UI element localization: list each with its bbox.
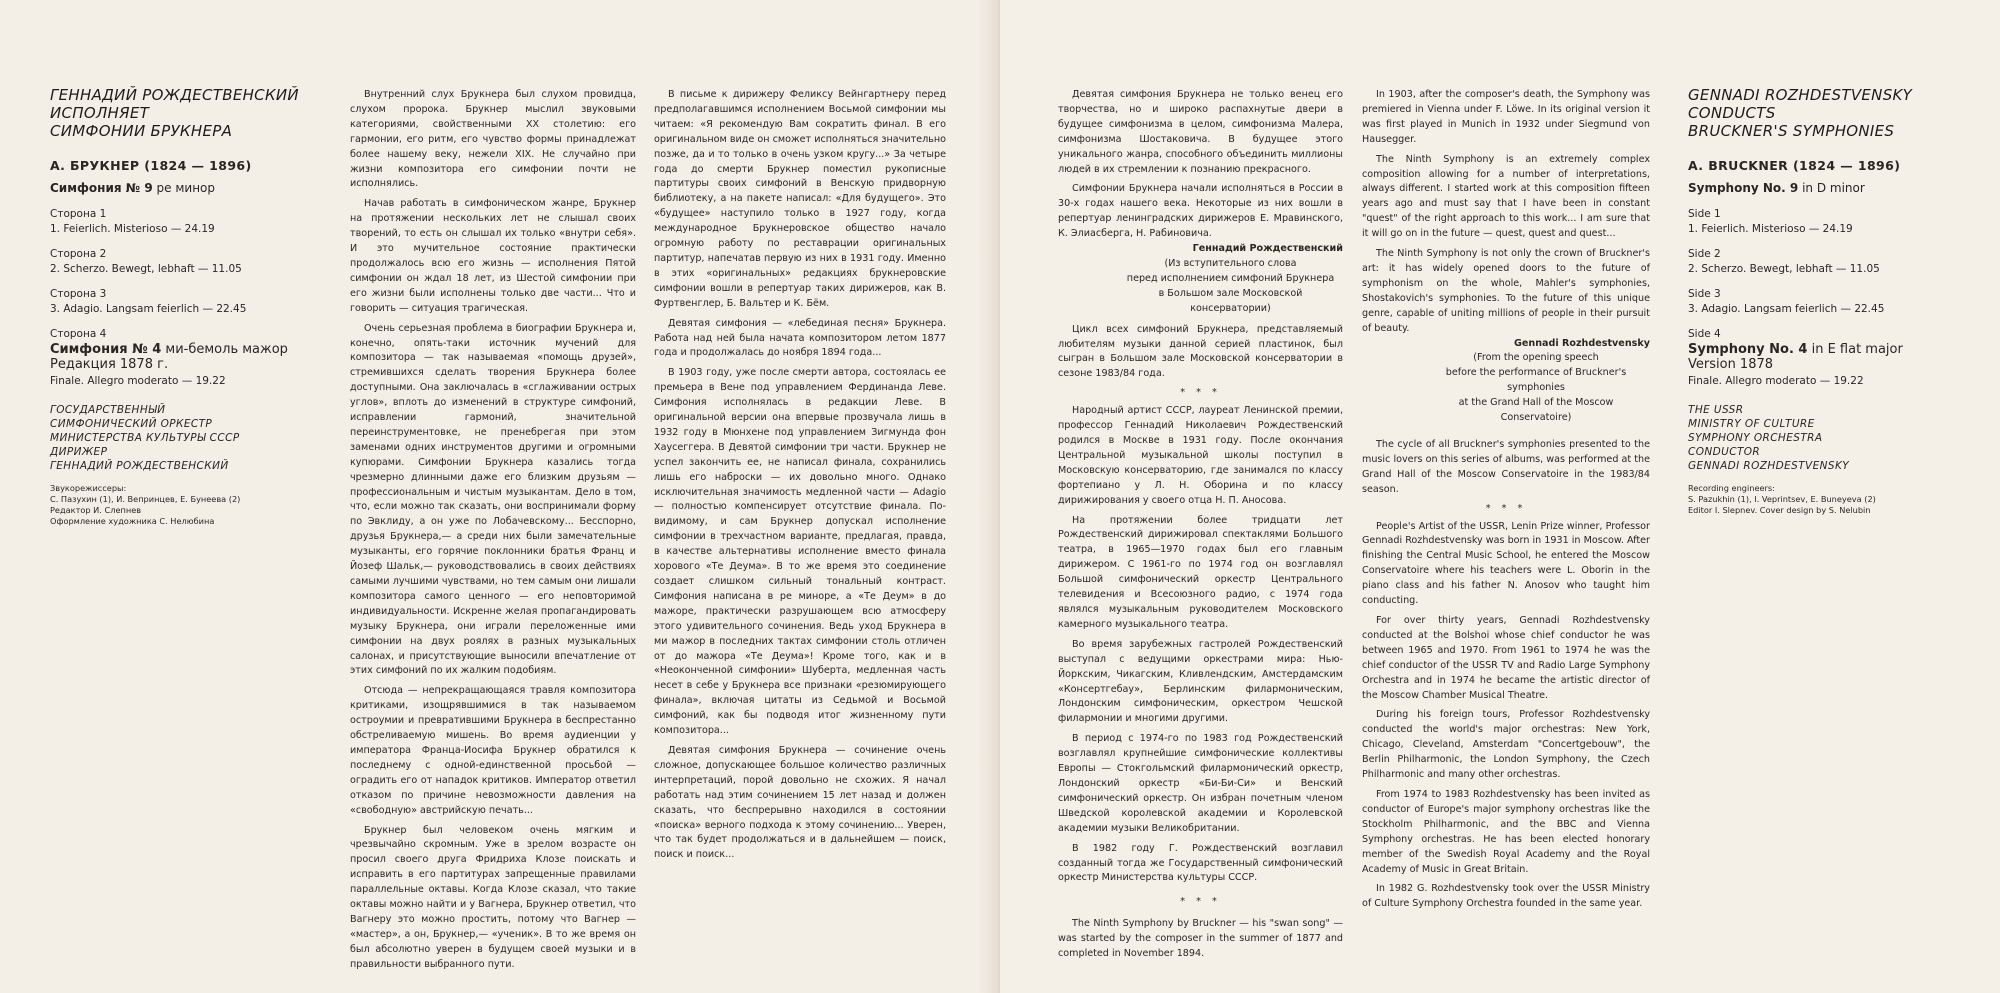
en-sym9-title: Symphony No. 9 <box>1688 181 1799 195</box>
en-credit-line: Editor I. Slepnev. Cover design by S. Nelubin <box>1688 505 1871 515</box>
en-essay-column <box>1362 88 1650 917</box>
ru-track: Finale. Allegro moderato — 19.22 <box>50 375 226 387</box>
en-credit-line: Recording engineers: <box>1688 483 1775 493</box>
ru-side-label: Сторона 4 <box>50 328 107 340</box>
en-signature-note <box>1362 351 1650 426</box>
en-side-label: Side 3 <box>1688 288 1721 300</box>
ru-essay-column-1 <box>350 88 636 978</box>
en-orchestra-line: THE USSR <box>1688 404 1744 416</box>
ru-orchestra-line: ГЕННАДИЙ РОЖДЕСТВЕНСКИЙ <box>50 460 229 472</box>
en-orchestra-line: CONDUCTOR <box>1688 446 1761 458</box>
ru-sym9-title: Симфония № 9 <box>50 181 153 195</box>
right-page <box>1000 0 2000 993</box>
ru-signature-note <box>1058 257 1343 317</box>
ru-program-column <box>50 86 315 527</box>
left-page <box>0 0 990 993</box>
ru-side-label: Сторона 1 <box>50 208 107 220</box>
en-orchestra <box>1688 403 1978 473</box>
ru-sym9-key: ре минор <box>152 181 216 195</box>
en-track: Finale. Allegro moderato — 19.22 <box>1688 375 1864 387</box>
bio-paragraph: В 1982 году Г. Рождественский возглавил созданный тогда же Государственный симфонический оркестр Министерства культуры СССР. <box>1058 842 1343 884</box>
en-essay-paragraph: The cycle of all Bruckner's symphonies presented to the music lovers on this series of albums, was performed at the Grand Hall of the Moscow Conservatoire in the 1983/84 season. <box>1362 438 1650 495</box>
essay-paragraph: Девятая симфония Брукнера не только венец его творчества, но и широко распахнутые двери в будущее симфонизма в целом, симфонизма Малера, симфонизма Шостаковича. В будущее этого уникального жанра, способного объединить миллионы людей в их стремлении к познанию прекрасного. <box>1058 89 1343 175</box>
en-essay-paragraph: The Ninth Symphony by Bruckner — his "swan song" — was started by the composer in the summer of 1877 and completed in November 1894. <box>1058 918 1343 960</box>
en-symphony-4 <box>1688 342 1978 357</box>
en-sym4-title: Symphony No. 4 <box>1688 342 1808 357</box>
en-bio-paragraph: People's Artist of the USSR, Lenin Prize winner, Professor Gennadi Rozhdestvensky was born in 1931 in Moscow. After finishing the Central Music School, he entered the Moscow Conservatoire where his teachers were L. Oborin in the piano class and his father N. Anosov who taught him conducting. <box>1362 520 1650 607</box>
en-album-title <box>1688 86 1978 140</box>
en-orchestra-line: MINISTRY OF CULTURE <box>1688 418 1815 430</box>
section-divider: * * * <box>1180 387 1221 399</box>
essay-paragraph: Цикл всех симфоний Брукнера, представляемый любителям музыки данной серией пластинок, был сыгран в Большом зале Московской консерватории в сезоне 1983/84 года. <box>1058 323 1343 380</box>
en-credit-line: S. Pazukhin (1), I. Veprintsev, E. Buneyeva (2) <box>1688 494 1876 504</box>
en-side-list <box>1688 207 1978 342</box>
ru-orchestra-line: ДИРИЖЕР <box>50 446 108 458</box>
ru-side-label: Сторона 2 <box>50 248 107 260</box>
ru-signature-note-line: (Из вступительного слова <box>1164 257 1297 269</box>
en-symphony-9 <box>1688 181 1978 195</box>
ru-signature-note-line: в Большом зале Московской консерватории) <box>1158 287 1303 314</box>
en-orchestra-line: GENNADI ROZHDESTVENSKY <box>1688 460 1850 472</box>
en-essay-paragraph: The Ninth Symphony is not only the crown of Bruckner's art: it has widely opened doors to the future of symphonism on the whole, Mahler's symphonies, Shostakovich's symphonies. To the future of this unique genre, capable of uniting millions of people in their pursuit of beauty. <box>1362 248 1650 334</box>
en-program-column <box>1688 86 1978 516</box>
essay-paragraph: Брукнер был человеком очень мягким и чрезвычайно скромным. Уже в зрелом возрасте он просил своего друга Фридриха Клозе поискать и исправить в его партитурах запрещенные правилами параллельные октавы. Когда Клозе сказал, что такие октавы можно найти и у Вагнера, Брукнер ответил, что Вагнеру это можно простить, потому что Вагнер — «мастер», а он, Брукнер,— «ученик». В то же время он был абсолютно уверен в будущем своей музыки и в правильности выбранного пути. <box>350 824 636 970</box>
essay-paragraph: Внутренний слух Брукнера был слухом провидца, слухом пророка. Брукнер мыслил звуковыми категориями, свойственными XX столетию: его гармонии, его ритм, его чувство формы принадлежат более нашему веку, нежели XIX. Не случайно при жизни композитора его симфонии почти не исполнялись. <box>350 89 636 190</box>
ru-title-line: ГЕННАДИЙ РОЖДЕСТВЕНСКИЙ <box>50 86 299 104</box>
essay-paragraph: В письме к дирижеру Феликсу Вейнгартнеру перед предполагавшимся исполнением Восьмой симфонии мы читаем: «Я рекомендую Вам сократить финал. В его оригинальном виде он сможет исполняться значительно позже, да и то только в очень узком кругу...» За четыре года до смерти Брукнер поместил рукописные партитуры своих симфоний в Венскую придворную библиотеку, а на пакете написал: «Для будущего». Это «будущее» наступило только в 1927 году, когда международное Брукнеровское общество начало огромную работу по реставрации оригинальных партитур, напечатав первую из них в 1931 году. Именно в этих «оригинальных» редакциях брукнеровские симфонии вошли в репертуар таких дирижеров, как В. Фуртвенглер, Б. Вальтер и К. Бём. <box>654 89 946 309</box>
en-essay-paragraph: In 1903, after the composer's death, the Symphony was premiered in Vienna under F. Löwe. In its original version it was first played in Munich in 1932 under Siegmund von Hausegger. <box>1362 89 1650 145</box>
en-side-label: Side 2 <box>1688 248 1721 260</box>
ru-credit-line: Звукорежиссеры: <box>50 483 127 493</box>
ru-side-list <box>50 207 315 342</box>
en-credits <box>1688 483 1978 516</box>
en-bio-paragraph: In 1982 G. Rozhdestvensky took over the USSR Ministry of Culture Symphony Orchestra founded in the same year. <box>1362 883 1650 910</box>
ru-essay-column-2 <box>654 88 946 868</box>
essay-paragraph: Очень серьезная проблема в биографии Брукнера и, конечно, опять-таки источник мучений для композитора — так называемая «помощь друзей», стремившихся сделать творения Брукнера более доступными. Она заключалась в «сглаживании острых углов», вплоть до изменений в структуре симфоний, исправлении гармоний, значительной переинструментовке, не пренебрегая при этом заменами одних инструментов другими и огромными купюрами. Симфонии Брукнера казались тогда чрезмерно длинными даже его близким друзьям — профессиональным и чистым музыкантам. Дело в том, что, если можно так сказать, они воспринимали форму по Эвклиду, а он уже по Лобачевскому... Бесспорно, друзья Брукнера,— а среди них были замечательные музыканты, его горячие поклонники братья Франц и Йозеф Шальк,— руководствовались в своих действиях самыми лучшими чувствами, но тем самым они лишали композитора самого ценного — его неповторимой индивидуальности. Искренне желая пропагандировать музыку Брукнера, они играли переложенные ими симфонии на двух роялях в разных музыкальных салонах, и присутствующие выносили впечатление от этих симфоний по их жалким подобиям. <box>350 322 636 677</box>
en-side-label: Side 1 <box>1688 208 1721 220</box>
essay-paragraph: В 1903 году, уже после смерти автора, состоялась ее премьера в Вене под управлением Фердинанда Леве. Симфония исполнялась в редакции Леве. В оригинальной версии она впервые прозвучала лишь в 1932 году в Мюнхене под управлением Зигмунда фон Хаусеггера. В Девятой симфонии три части. Брукнер не успел закончить ее, не написал финала, сохранились лишь его наброски — их довольно много. Однако исключительная значимость медленной части — Adagio — полностью компенсирует отсутствие финала. По-видимому, и сам Брукнер допускал исполнение симфонии в трехчастном варианте, предлагая, правда, в качестве альтернативы исполнение вместо финала хорового «Те Деума». В то же время это соединение создает слишком сильный тональный контраст. Симфония написана в ре миноре, а «Те Деум» в до мажоре, практически разрушающем всю атмосферу этого удивительного сочинения. Ведь уход Брукнера в ми мажор в последних тактах симфонии столь отличен от до мажора «Те Деума»! Кроме того, как и в «Неоконченной симфонии» Шуберта, медленная часть несет в себе у Брукнера все признаки «резюмирующего финала», включая цитаты из Седьмой и Восьмой симфоний, как бы подводя итог жизненному пути композитора... <box>654 367 946 737</box>
en-sym4-version: Version 1878 <box>1688 357 1774 372</box>
en-composer: A. BRUCKNER (1824 — 1896) <box>1688 158 1901 173</box>
ru-orchestra <box>50 403 315 473</box>
ru-signature-note-line: перед исполнением симфоний Брукнера <box>1126 272 1335 284</box>
ru-title-line: ИСПОЛНЯЕТ <box>50 104 150 122</box>
bio-paragraph: Народный артист СССР, лауреат Ленинской премии, профессор Геннадий Николаевич Рождественский родился в Москве в 1931 году. После окончания Центральной музыкальной школы поступил в Московскую консерваторию, где занимался по классу фортепиано у Л. Н. Оборина и по классу дирижирования у своего отца Н. П. Аносова. <box>1058 405 1343 506</box>
ru-sym4-version: Редакция 1878 г. <box>50 357 169 372</box>
bio-paragraph: Во время зарубежных гастролей Рождественский выступал с ведущими оркестрами мира: Нью-Йоркским, Чикагским, Кливлендским, Амстердамским «Консертгебау», Берлинским филармоническим, Лондонским симфоническим, оркестром Чешской филармонии и многими другими. <box>1058 638 1343 725</box>
en-track: 1. Feierlich. Misterioso — 24.19 <box>1688 223 1853 235</box>
bio-paragraph: На протяжении более тридцати лет Рождественский дирижировал спектаклями Большого театра, в 1965—1970 годах был его главным дирижером. С 1961-го по 1974 год он возглавлял Большой симфонический оркестр Центрального телевидения и Всесоюзного радио, с 1974 года являлся музыкальным руководителем Московского камерного музыкального театра. <box>1058 514 1343 630</box>
ru-symphony-4 <box>50 342 315 357</box>
ru-composer: А. БРУКНЕР (1824 — 1896) <box>50 158 252 173</box>
section-divider: * * * <box>1180 896 1221 908</box>
en-title-line: BRUCKNER'S SYMPHONIES <box>1688 122 1895 140</box>
ru-orchestra-line: ГОСУДАРСТВЕННЫЙ <box>50 404 166 416</box>
ru-album-title <box>50 86 315 140</box>
en-title-line: CONDUCTS <box>1688 104 1776 122</box>
en-signature: Gennadi Rozhdestvensky <box>1513 337 1650 349</box>
ru-bio-column <box>1058 88 1343 967</box>
ru-sym4-title: Симфония № 4 <box>50 342 162 357</box>
en-track: 3. Adagio. Langsam feierlich — 22.45 <box>1688 303 1885 315</box>
en-bio-paragraph: From 1974 to 1983 Rozhdestvensky has been invited as conductor of Europe's major symphony orchestras like the Stockholm Philharmonic, and the BBC and Vienna Symphony orchestras. He has been elected honorary member of the Swedish Royal Academy and the Royal Academy of Music in Great Britain. <box>1362 788 1650 875</box>
en-track: 2. Scherzo. Bewegt, lebhaft — 11.05 <box>1688 263 1880 275</box>
en-side-label: Side 4 <box>1688 328 1721 340</box>
ru-track: 3. Adagio. Langsam feierlich — 22.45 <box>50 303 247 315</box>
essay-paragraph: Отсюда — непрекращающаяся травля композитора критиками, изощрявшимися в так называемом остроумии и превратившими Брукнера в беспрестанно обстреливаемую мишень. Во время аудиенции у императора Франца-Иосифа Брукнер обратился к последнему с одной-единственной просьбой — оградить его от нападок критиков. Император ответил отказом по причине невозможности давления на «свободную» австрийскую печать... <box>350 685 636 816</box>
section-divider: * * * <box>1485 502 1527 514</box>
ru-symphony-9 <box>50 181 315 195</box>
essay-paragraph: Девятая симфония Брукнера — сочинение очень сложное, допускающее большое количество различных интерпретаций, порой довольно не схожих. Я начал работать над этим сочинением 15 лет назад и должен сказать, что беспрерывно находился в состоянии «поиска» верного подхода к этому сочинению... Уверен, что так будет продолжаться и в дальнейшем — поиск, поиск и поиск... <box>654 744 946 861</box>
ru-credit-line: С. Пазухин (1), И. Вепринцев, Е. Бунеева (2) <box>50 494 241 504</box>
ru-orchestra-line: СИМФОНИЧЕСКИЙ ОРКЕСТР <box>50 418 213 430</box>
essay-paragraph: Симфонии Брукнера начали исполняться в России в 30-х годах нашего века. Некоторые из них вошли в репертуар ленинградских дирижеров Е. Мравинского, К. Элиасберга, Н. Рабиновича. <box>1058 183 1343 240</box>
ru-signature: Геннадий Рождественский <box>1192 243 1343 255</box>
en-signature-note-line: (From the opening speech <box>1473 352 1599 364</box>
en-signature-note-line: before the performance of Bruckner's symphonies <box>1445 367 1627 394</box>
ru-credit-line: Редактор И. Слепнев <box>50 505 142 515</box>
en-sym9-key: in D minor <box>1798 181 1865 195</box>
ru-sym4-key: ми-бемоль мажор <box>161 342 288 357</box>
en-bio-paragraph: During his foreign tours, Professor Rozhdestvensky conducted the world's major orchestras: New York, Chicago, Cleveland, Amsterdam "Concertgebouw", the Berlin Philharmonic, the London Symphony, the Czech Philharmonic and many other orchestras. <box>1362 709 1650 781</box>
en-bio-paragraph: For over thirty years, Gennadi Rozhdestvensky conducted at the Bolshoi whose chief conductor he was between 1965 and 1970. From 1961 to 1974 he was the chief conductor of the USSR TV and Radio Large Symphony Orchestra and in 1974 he became the artistic director of the Moscow Chamber Musical Theatre. <box>1362 615 1650 701</box>
ru-title-line: СИМФОНИИ БРУКНЕРА <box>50 122 233 140</box>
ru-credit-line: Оформление художника С. Нелюбина <box>50 516 215 526</box>
essay-paragraph: Начав работать в симфоническом жанре, Брукнер на протяжении нескольких лет не слышал своих творений, то есть он слышал их только «внутри себя». И это мучительное состояние практически продолжалось всю его жизнь — исполнения Пятой симфонии он ждал 18 лет, из Шестой симфонии при его жизни были исполнены только две части... Что и говорить — ситуация трагическая. <box>350 198 636 314</box>
en-sym4-key: in E flat major <box>1807 342 1903 357</box>
ru-orchestra-line: МИНИСТЕРСТВА КУЛЬТУРЫ СССР <box>50 432 240 444</box>
en-orchestra-line: SYMPHONY ORCHESTRA <box>1688 432 1823 444</box>
bio-paragraph: В период с 1974-го по 1983 год Рождественский возглавлял крупнейшие симфонические коллективы Европы — Стокгольмский филармонический оркестр, Лондонский оркестр «Би-Би-Си» и Венский симфонический оркестр. Он избран почетным членом Шведской королевской академии и Королевской академии музыки Великобритании. <box>1058 733 1343 834</box>
en-title-line: GENNADI ROZHDESTVENSKY <box>1688 86 1913 104</box>
en-essay-paragraph: The Ninth Symphony is an extremely complex composition allowing for a number of interpretations, always different. I started work at this composition fifteen years ago and must say that I have been in constant "quest" of the right approach to this work... I am sure that it will go on in the future — quest, quest and quest... <box>1362 153 1650 240</box>
ru-track: 1. Feierlich. Misterioso — 24.19 <box>50 223 215 235</box>
ru-side-label: Сторона 3 <box>50 288 107 300</box>
essay-paragraph: Девятая симфония — «лебединая песня» Брукнера. Работа над ней была начата композитором летом 1877 года и продолжалась до ноября 1894 года... <box>654 317 946 359</box>
ru-credits <box>50 483 315 527</box>
ru-track: 2. Scherzo. Bewegt, lebhaft — 11.05 <box>50 263 242 275</box>
en-signature-note-line: at the Grand Hall of the Moscow Conservatoire) <box>1458 397 1614 424</box>
